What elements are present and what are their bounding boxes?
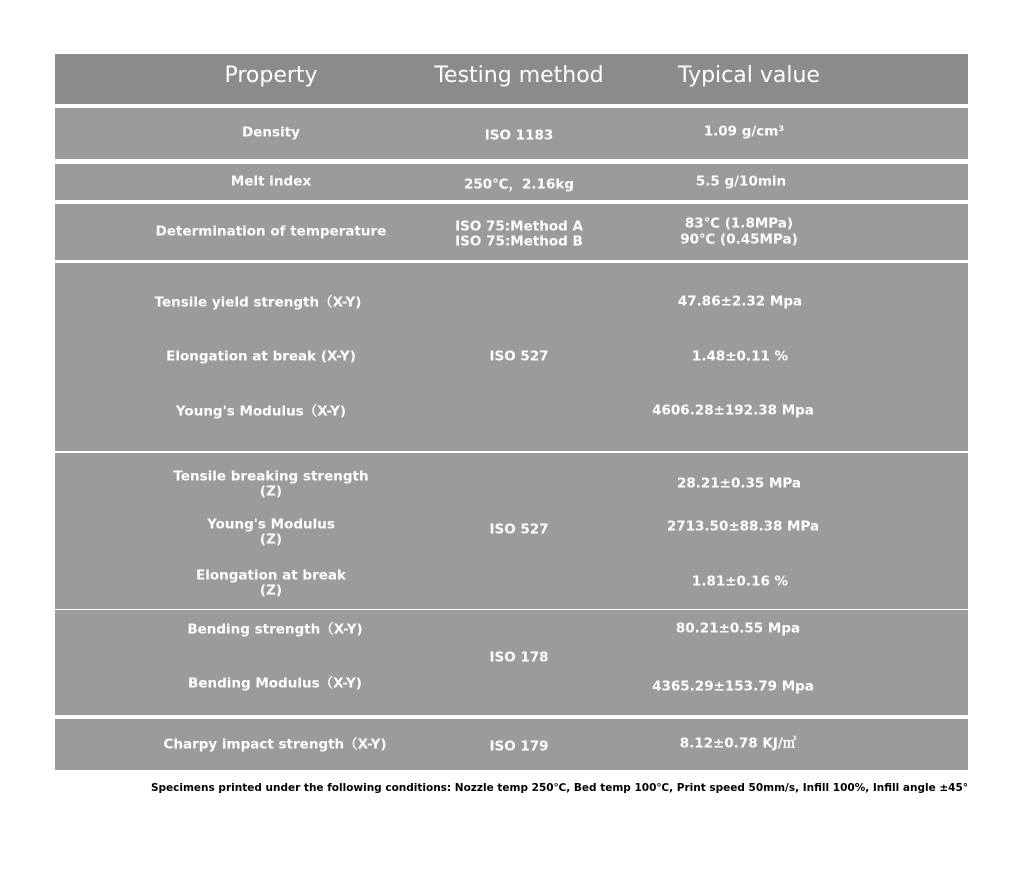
value-cell: 8.12±0.78 KJ/㎡ (679, 735, 797, 752)
property-cell: Elongation at break (X-Y) (166, 348, 356, 365)
property-cell: Young's Modulus（X-Y) (175, 403, 347, 420)
value-cell: 90℃ (0.45MPa) (680, 231, 798, 248)
method-cell: ISO 178 (489, 649, 549, 666)
property-cell: (Z) (259, 582, 283, 599)
value-cell: 47.86±2.32 Mpa (677, 293, 803, 310)
value-cell: 2713.50±88.38 MPa (666, 518, 820, 535)
property-cell: Determination of temperature (155, 223, 387, 240)
footnote: Specimens printed under the following conditions: Nozzle temp 250℃, Bed temp 100℃, Print speed 50mm/s, Infill 100%, Infill angle ±45° (150, 782, 968, 794)
property-cell: Bending Modulus（X-Y) (188, 675, 362, 692)
value-cell: 1.48±0.11 % (691, 348, 789, 365)
property-cell: Melt index (230, 173, 312, 190)
value-cell: 83℃ (1.8MPa) (684, 215, 794, 232)
value-cell: 1.81±0.16 % (691, 573, 789, 590)
value-cell: 4365.29±153.79 Mpa (652, 678, 814, 695)
value-cell: 5.5 g/10min (695, 173, 787, 190)
property-cell: Young's Modulus (207, 516, 335, 533)
column-header-property: Property (224, 63, 318, 88)
column-header-testing-method: Testing method (434, 63, 604, 88)
property-cell: (Z) (259, 531, 283, 548)
property-cell: Charpy impact strength（X-Y) (163, 736, 387, 753)
property-cell: Elongation at break (195, 567, 347, 584)
method-cell: ISO 75:Method A (455, 218, 583, 235)
property-cell: Tensile yield strength（X-Y) (154, 294, 362, 311)
property-cell: (Z) (259, 483, 283, 500)
property-cell: Bending strength（X-Y) (187, 621, 363, 638)
value-cell: 28.21±0.35 MPa (676, 475, 802, 492)
property-cell: Tensile breaking strength (173, 468, 369, 485)
method-cell: ISO 75:Method B (455, 233, 583, 250)
column-header-typical-value: Typical value (678, 63, 820, 88)
value-cell: 4606.28±192.38 Mpa (652, 402, 814, 419)
value-cell: 1.09 g/cm³ (703, 123, 785, 140)
method-cell: ISO 179 (489, 738, 549, 755)
property-cell: Density (242, 124, 300, 141)
method-cell: 250℃，2.16kg (464, 176, 574, 193)
method-cell: ISO 1183 (484, 127, 554, 144)
method-cell: ISO 527 (489, 348, 549, 365)
method-cell: ISO 527 (489, 521, 549, 538)
value-cell: 80.21±0.55 Mpa (675, 620, 801, 637)
